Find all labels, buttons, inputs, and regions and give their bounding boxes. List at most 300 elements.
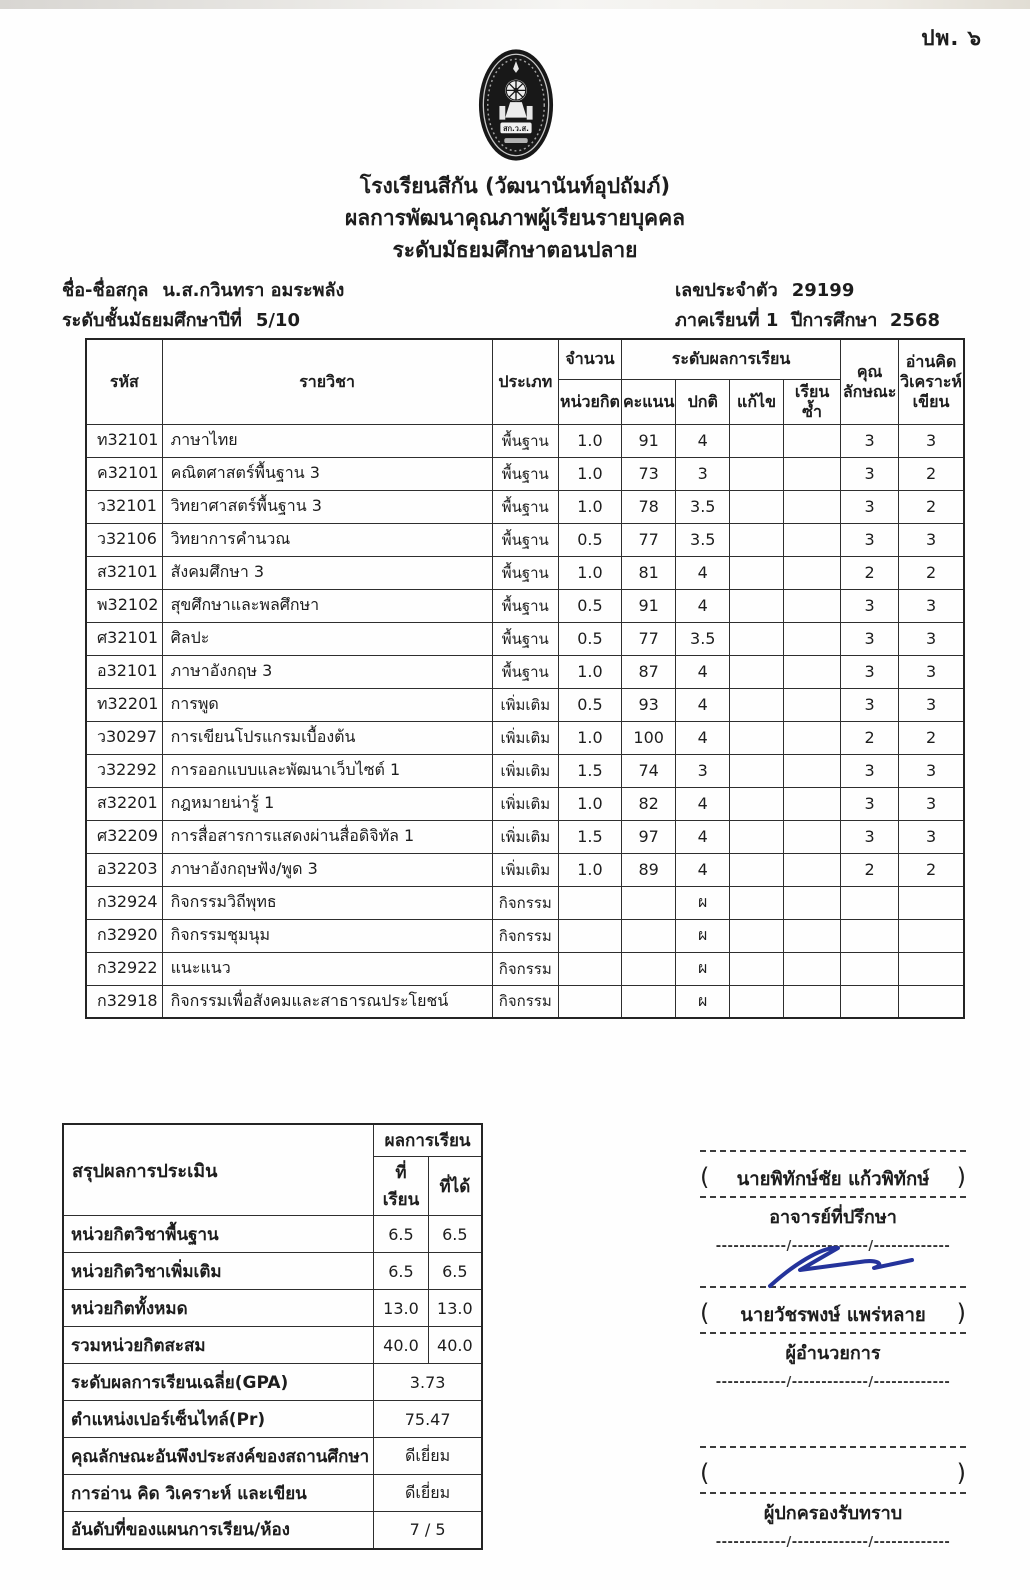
cell-subject: ภาษาไทย — [162, 424, 492, 457]
cell-code: ก32922 — [86, 952, 162, 985]
cell-subject: วิทยาศาสตร์พื้นฐาน 3 — [162, 490, 492, 523]
summary-label: หน่วยกิตวิชาเพิ่มเติม — [63, 1253, 374, 1290]
cell-code: ว32292 — [86, 754, 162, 787]
report-title: ผลการพัฒนาคุณภาพผู้เรียนรายบุคคล — [344, 206, 686, 230]
cell-score: 97 — [621, 820, 675, 853]
cell-code: ศ32101 — [86, 622, 162, 655]
cell-fix — [730, 655, 784, 688]
signer-name-row — [700, 1164, 966, 1194]
cell-credits: 1.5 — [559, 820, 622, 853]
cell-subject: แนะแนว — [162, 952, 492, 985]
cell-score: 91 — [621, 424, 675, 457]
cell-fix — [730, 853, 784, 886]
cell-subject: กิจกรรมเพื่อสังคมและสาธารณประโยชน์ — [162, 985, 492, 1018]
paren-open: ( — [700, 1459, 710, 1487]
summary-row — [63, 1438, 482, 1475]
summary-value: 7 / 5 — [374, 1512, 482, 1549]
cell-trait: 3 — [841, 457, 899, 490]
cell-read — [899, 985, 964, 1018]
col-header-fix: แก้ไข — [730, 379, 784, 424]
cell-code: ว32106 — [86, 523, 162, 556]
cell-normal: 3.5 — [676, 490, 730, 523]
col-header-repeat: เรียนซ้ำ — [784, 379, 841, 424]
paren-close: ) — [956, 1299, 966, 1327]
signer-name-row — [700, 1300, 966, 1330]
cell-normal: ผ — [676, 886, 730, 919]
cell-fix — [730, 490, 784, 523]
cell-trait: 3 — [841, 820, 899, 853]
cell-type: พื้นฐาน — [492, 457, 558, 490]
cell-code: พ32102 — [86, 589, 162, 622]
cell-normal: 3.5 — [676, 622, 730, 655]
signer-role: ผู้อำนวยการ — [785, 1343, 881, 1364]
cell-trait: 2 — [841, 853, 899, 886]
cell-normal: 3 — [676, 457, 730, 490]
cell-repeat — [784, 523, 841, 556]
cell-normal: 4 — [676, 853, 730, 886]
year-value: 2568 — [889, 310, 940, 331]
school-name: โรงเรียนสีกัน (วัฒนานันท์อุปถัมภ์) — [359, 174, 671, 198]
cell-fix — [730, 523, 784, 556]
cell-type: พื้นฐาน — [492, 589, 558, 622]
table-row — [86, 787, 964, 820]
cell-type: เพิ่มเติม — [492, 754, 558, 787]
cell-trait: 3 — [841, 688, 899, 721]
cell-normal: 4 — [676, 688, 730, 721]
student-id-line — [675, 276, 940, 306]
cell-fix — [730, 820, 784, 853]
cell-repeat — [784, 589, 841, 622]
cell-read: 2 — [899, 721, 964, 754]
col-header-credits-top: จำนวน — [559, 339, 622, 379]
summary-row — [63, 1253, 482, 1290]
cell-code: ท32201 — [86, 688, 162, 721]
student-class-value: 5/10 — [255, 310, 300, 331]
cell-code: ส32101 — [86, 556, 162, 589]
table-row — [86, 457, 964, 490]
cell-normal: 4 — [676, 589, 730, 622]
signature-date-line: ------------/-------------/------------- — [715, 1239, 951, 1254]
cell-trait: 2 — [841, 556, 899, 589]
education-level: ระดับมัธยมศึกษาตอนปลาย — [392, 238, 638, 262]
cell-normal: 3.5 — [676, 523, 730, 556]
cell-fix — [730, 622, 784, 655]
cell-repeat — [784, 886, 841, 919]
cell-read: 3 — [899, 754, 964, 787]
cell-code: อ32101 — [86, 655, 162, 688]
cell-subject: คณิตศาสตร์พื้นฐาน 3 — [162, 457, 492, 490]
col-header-code: รหัส — [86, 339, 162, 424]
cell-read: 3 — [899, 787, 964, 820]
signer-name-underline — [700, 1196, 966, 1198]
cell-trait: 3 — [841, 754, 899, 787]
summary-value: 75.47 — [374, 1401, 482, 1438]
signer-name: นายพิทักษ์ชัย แก้วพิทักษ์ — [736, 1168, 930, 1190]
cell-type: กิจกรรม — [492, 952, 558, 985]
cell-trait — [841, 886, 899, 919]
col-header-score: คะแนน — [621, 379, 675, 424]
cell-trait: 3 — [841, 622, 899, 655]
table-row — [86, 919, 964, 952]
cell-type: พื้นฐาน — [492, 523, 558, 556]
cell-trait: 3 — [841, 787, 899, 820]
cell-fix — [730, 886, 784, 919]
col-header-type: ประเภท — [492, 339, 558, 424]
summary-row — [63, 1475, 482, 1512]
cell-trait: 3 — [841, 589, 899, 622]
cell-fix — [730, 721, 784, 754]
table-row — [86, 721, 964, 754]
cell-code: ก32918 — [86, 985, 162, 1018]
cell-credits: 1.5 — [559, 754, 622, 787]
table-row — [86, 853, 964, 886]
cell-credits — [559, 919, 622, 952]
col-header-subject: รายวิชา — [162, 339, 492, 424]
summary-tbody — [63, 1216, 482, 1549]
summary-enrolled: 6.5 — [374, 1216, 428, 1253]
summary-label: อันดับที่ของแผนการเรียน/ห้อง — [63, 1512, 374, 1549]
year-label: ปีการศึกษา — [790, 310, 878, 331]
summary-col-enrolled: ที่เรียน — [374, 1157, 428, 1216]
cell-normal: 4 — [676, 655, 730, 688]
cell-score: 81 — [621, 556, 675, 589]
cell-credits: 1.0 — [559, 853, 622, 886]
signer-name-underline — [700, 1332, 966, 1334]
cell-read — [899, 886, 964, 919]
table-row — [86, 820, 964, 853]
cell-type: เพิ่มเติม — [492, 787, 558, 820]
student-info-left — [62, 276, 344, 336]
student-name-line — [62, 276, 344, 306]
cell-code: ก32920 — [86, 919, 162, 952]
cell-repeat — [784, 853, 841, 886]
signer-role: ผู้ปกครองรับทราบ — [763, 1503, 903, 1524]
cell-score: 77 — [621, 523, 675, 556]
cell-type: พื้นฐาน — [492, 556, 558, 589]
cell-credits: 0.5 — [559, 523, 622, 556]
grades-table — [85, 338, 965, 1019]
table-row — [86, 589, 964, 622]
col-header-read-top: อ่านคิด — [905, 351, 957, 371]
cell-credits: 1.0 — [559, 556, 622, 589]
cell-read: 3 — [899, 424, 964, 457]
cell-score: 100 — [621, 721, 675, 754]
summary-label: หน่วยกิตทั้งหมด — [63, 1290, 374, 1327]
cell-credits: 1.0 — [559, 490, 622, 523]
signature-ink — [762, 1234, 922, 1294]
cell-type: เพิ่มเติม — [492, 688, 558, 721]
cell-trait: 3 — [841, 490, 899, 523]
summary-row — [63, 1327, 482, 1364]
cell-credits: 0.5 — [559, 622, 622, 655]
table-row — [86, 490, 964, 523]
form-code: ปพ. ๖ — [921, 26, 982, 50]
cell-score — [621, 919, 675, 952]
cell-score: 87 — [621, 655, 675, 688]
cell-repeat — [784, 787, 841, 820]
cell-credits: 1.0 — [559, 721, 622, 754]
cell-code: ส32201 — [86, 787, 162, 820]
cell-score: 89 — [621, 853, 675, 886]
paren-open: ( — [700, 1163, 710, 1191]
cell-subject: ภาษาอังกฤษ 3 — [162, 655, 492, 688]
cell-normal: ผ — [676, 985, 730, 1018]
scan-edge — [0, 0, 1030, 9]
cell-fix — [730, 787, 784, 820]
cell-score: 73 — [621, 457, 675, 490]
summary-col-earned: ที่ได้ — [428, 1157, 482, 1216]
semester-label: ภาคเรียนที่ — [675, 310, 760, 331]
col-header-read — [899, 339, 964, 424]
cell-fix — [730, 985, 784, 1018]
col-header-normal: ปกติ — [676, 379, 730, 424]
cell-credits: 1.0 — [559, 655, 622, 688]
cell-repeat — [784, 919, 841, 952]
cell-code: ว30297 — [86, 721, 162, 754]
cell-subject: การเขียนโปรแกรมเบื้องต้น — [162, 721, 492, 754]
summary-table — [62, 1123, 483, 1550]
cell-trait: 3 — [841, 523, 899, 556]
cell-read: 2 — [899, 853, 964, 886]
cell-subject: สุขศึกษาและพลศึกษา — [162, 589, 492, 622]
cell-read — [899, 952, 964, 985]
col-header-read-bottom: วิเคราะห์เขียน — [900, 371, 962, 411]
summary-earned: 6.5 — [428, 1216, 482, 1253]
table-row — [86, 688, 964, 721]
signature-line-top — [700, 1150, 966, 1152]
cell-type: กิจกรรม — [492, 919, 558, 952]
document-titles — [0, 170, 1030, 266]
cell-code: ท32101 — [86, 424, 162, 457]
signature-section — [700, 1150, 966, 1550]
summary-row — [63, 1216, 482, 1253]
student-class-label: ระดับชั้นมัธยมศึกษาปีที่ — [62, 310, 242, 331]
cell-code: อ32203 — [86, 853, 162, 886]
col-header-trait — [841, 339, 899, 424]
cell-read: 2 — [899, 490, 964, 523]
cell-trait: 2 — [841, 721, 899, 754]
col-header-credits-bottom: หน่วยกิต — [559, 379, 622, 424]
summary-label: คุณลักษณะอันพึงประสงค์ของสถานศึกษา — [63, 1438, 374, 1475]
signature-block — [700, 1446, 966, 1550]
cell-credits: 1.0 — [559, 787, 622, 820]
cell-subject: ศิลปะ — [162, 622, 492, 655]
emblem-text: สก.ว.ส. — [503, 123, 529, 133]
signer-name: นายวัชรพงษ์ แพร่หลาย — [740, 1304, 926, 1326]
summary-label: รวมหน่วยกิตสะสม — [63, 1327, 374, 1364]
semester-value: 1 — [765, 310, 779, 331]
summary-title: สรุปผลการประเมิน — [63, 1124, 374, 1216]
cell-code: ก32924 — [86, 886, 162, 919]
cell-score — [621, 985, 675, 1018]
paren-close: ) — [956, 1163, 966, 1191]
cell-subject: สังคมศึกษา 3 — [162, 556, 492, 589]
cell-read: 2 — [899, 556, 964, 589]
cell-type: กิจกรรม — [492, 985, 558, 1018]
summary-enrolled: 40.0 — [374, 1327, 428, 1364]
cell-type: เพิ่มเติม — [492, 721, 558, 754]
cell-credits: 1.0 — [559, 424, 622, 457]
summary-row — [63, 1512, 482, 1549]
cell-repeat — [784, 556, 841, 589]
grades-tbody — [86, 424, 964, 1018]
table-row — [86, 655, 964, 688]
summary-earned: 6.5 — [428, 1253, 482, 1290]
signer-name-row — [700, 1460, 966, 1490]
cell-subject: วิทยาการคำนวณ — [162, 523, 492, 556]
cell-subject: กฎหมายน่ารู้ 1 — [162, 787, 492, 820]
summary-row — [63, 1290, 482, 1327]
cell-read: 3 — [899, 622, 964, 655]
cell-subject: ภาษาอังกฤษฟัง/พูด 3 — [162, 853, 492, 886]
cell-normal: ผ — [676, 919, 730, 952]
summary-label: ตำแหน่งเปอร์เซ็นไทล์(Pr) — [63, 1401, 374, 1438]
summary-group-header: ผลการเรียน — [374, 1124, 482, 1157]
cell-subject: กิจกรรมวิถีพุทธ — [162, 886, 492, 919]
cell-read — [899, 919, 964, 952]
table-row — [86, 985, 964, 1018]
cell-score: 91 — [621, 589, 675, 622]
summary-label: ระดับผลการเรียนเฉลี่ย(GPA) — [63, 1364, 374, 1401]
student-name-value: น.ส.กวินทรา อมระพลัง — [162, 280, 345, 301]
cell-subject: การออกแบบและพัฒนาเว็บไซต์ 1 — [162, 754, 492, 787]
signer-role: อาจารย์ที่ปรึกษา — [769, 1207, 897, 1228]
cell-trait — [841, 919, 899, 952]
cell-credits: 1.0 — [559, 457, 622, 490]
cell-type: กิจกรรม — [492, 886, 558, 919]
cell-fix — [730, 919, 784, 952]
cell-credits — [559, 985, 622, 1018]
cell-code: ค32101 — [86, 457, 162, 490]
cell-fix — [730, 688, 784, 721]
summary-earned: 40.0 — [428, 1327, 482, 1364]
cell-type: พื้นฐาน — [492, 424, 558, 457]
summary-value: 3.73 — [374, 1364, 482, 1401]
cell-score: 93 — [621, 688, 675, 721]
cell-type: เพิ่มเติม — [492, 853, 558, 886]
cell-read: 2 — [899, 457, 964, 490]
cell-repeat — [784, 721, 841, 754]
col-header-trait-top: คุณ — [856, 361, 883, 381]
summary-value: ดีเยี่ยม — [374, 1438, 482, 1475]
cell-repeat — [784, 457, 841, 490]
cell-code: ว32101 — [86, 490, 162, 523]
cell-trait — [841, 952, 899, 985]
cell-credits — [559, 886, 622, 919]
cell-read: 3 — [899, 655, 964, 688]
signature-block — [700, 1286, 966, 1390]
cell-normal: 4 — [676, 721, 730, 754]
cell-fix — [730, 457, 784, 490]
table-row — [86, 886, 964, 919]
cell-repeat — [784, 655, 841, 688]
table-row — [86, 556, 964, 589]
cell-repeat — [784, 820, 841, 853]
paren-close: ) — [956, 1459, 966, 1487]
cell-repeat — [784, 985, 841, 1018]
cell-credits — [559, 952, 622, 985]
student-info-right — [675, 276, 940, 336]
cell-type: พื้นฐาน — [492, 622, 558, 655]
student-id-label: เลขประจำตัว — [675, 280, 778, 301]
student-class-line — [62, 306, 344, 336]
cell-fix — [730, 424, 784, 457]
signature-date-line: ------------/-------------/------------- — [715, 1535, 951, 1550]
cell-subject: การพูด — [162, 688, 492, 721]
table-row — [86, 523, 964, 556]
cell-normal: ผ — [676, 952, 730, 985]
cell-score: 74 — [621, 754, 675, 787]
signer-name-underline — [700, 1492, 966, 1494]
cell-score: 78 — [621, 490, 675, 523]
table-row — [86, 952, 964, 985]
cell-type: พื้นฐาน — [492, 655, 558, 688]
cell-read: 3 — [899, 523, 964, 556]
summary-row — [63, 1364, 482, 1401]
signature-date-line: ------------/-------------/------------- — [715, 1375, 951, 1390]
cell-repeat — [784, 424, 841, 457]
cell-credits: 0.5 — [559, 589, 622, 622]
cell-fix — [730, 952, 784, 985]
cell-credits: 0.5 — [559, 688, 622, 721]
cell-fix — [730, 754, 784, 787]
signature-line-top — [700, 1446, 966, 1448]
cell-score: 82 — [621, 787, 675, 820]
col-header-grade-group: ระดับผลการเรียน — [621, 339, 840, 379]
cell-score: 77 — [621, 622, 675, 655]
cell-read: 3 — [899, 688, 964, 721]
cell-read: 3 — [899, 589, 964, 622]
cell-trait — [841, 985, 899, 1018]
cell-repeat — [784, 622, 841, 655]
summary-value: ดีเยี่ยม — [374, 1475, 482, 1512]
cell-normal: 4 — [676, 820, 730, 853]
school-emblem-logo — [477, 46, 555, 164]
summary-label: การอ่าน คิด วิเคราะห์ และเขียน — [63, 1475, 374, 1512]
cell-repeat — [784, 490, 841, 523]
table-row — [86, 622, 964, 655]
cell-fix — [730, 589, 784, 622]
col-header-trait-bottom: ลักษณะ — [842, 381, 897, 401]
summary-earned: 13.0 — [428, 1290, 482, 1327]
cell-type: เพิ่มเติม — [492, 820, 558, 853]
semester-line — [675, 306, 940, 336]
cell-repeat — [784, 688, 841, 721]
cell-normal: 4 — [676, 424, 730, 457]
cell-repeat — [784, 952, 841, 985]
student-name-label: ชื่อ-ชื่อสกุล — [62, 280, 149, 301]
paren-open: ( — [700, 1299, 710, 1327]
table-row — [86, 754, 964, 787]
summary-enrolled: 6.5 — [374, 1253, 428, 1290]
cell-code: ศ32209 — [86, 820, 162, 853]
cell-normal: 4 — [676, 787, 730, 820]
cell-fix — [730, 556, 784, 589]
summary-row — [63, 1401, 482, 1438]
student-info — [62, 276, 970, 336]
cell-score — [621, 952, 675, 985]
cell-read: 3 — [899, 820, 964, 853]
cell-normal: 3 — [676, 754, 730, 787]
summary-enrolled: 13.0 — [374, 1290, 428, 1327]
cell-trait: 3 — [841, 655, 899, 688]
cell-normal: 4 — [676, 556, 730, 589]
student-id-value: 29199 — [791, 280, 855, 301]
cell-subject: กิจกรรมชุมนุม — [162, 919, 492, 952]
cell-type: พื้นฐาน — [492, 490, 558, 523]
cell-score — [621, 886, 675, 919]
cell-repeat — [784, 754, 841, 787]
